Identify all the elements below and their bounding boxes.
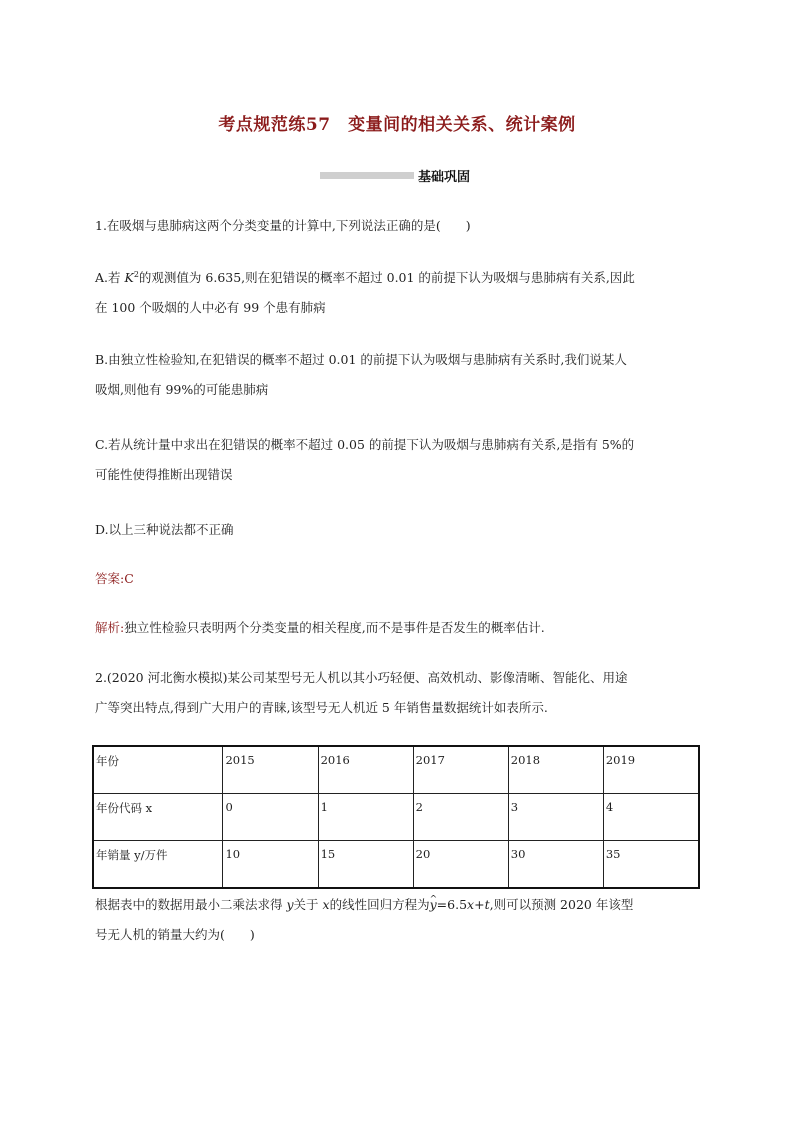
section-bar <box>320 172 414 179</box>
table-cell: 2019 <box>603 746 699 794</box>
q2-line2: 广等突出特点,得到广大用户的青睐,该型号无人机近 5 年销售量数据统计如表所示. <box>95 700 548 715</box>
q1-option-a <box>95 260 705 323</box>
q2-eq-yhat: ^ y <box>430 897 437 912</box>
q1-option-c <box>95 430 705 490</box>
table-row <box>93 746 699 794</box>
table-cell: 2015 <box>223 746 318 794</box>
q1-option-d: D.以上三种说法都不正确 <box>95 522 234 537</box>
table-cell: 年销量 y/万件 <box>93 841 223 889</box>
q2-eq: =6.5 <box>436 897 468 912</box>
q1-analysis <box>95 613 705 643</box>
q1-a-k: K <box>124 270 134 286</box>
table-cell: 年份 <box>93 746 223 794</box>
table-cell: 20 <box>413 841 508 889</box>
table-cell: 2018 <box>508 746 603 794</box>
table-row <box>93 841 699 889</box>
q1-option-b <box>95 345 705 405</box>
q2-after-mid: 关于 <box>293 897 323 912</box>
q2-intro <box>95 663 705 723</box>
table-cell: 3 <box>508 794 603 841</box>
q2-after-mid2: 的线性回归方程为 <box>329 897 430 912</box>
table-cell: 15 <box>318 841 413 889</box>
analysis-label: 解析: <box>95 620 125 635</box>
q1-stem: 1.在吸烟与患肺病这两个分类变量的计算中,下列说法正确的是( ) <box>95 218 471 233</box>
table-cell: 年份代码 x <box>93 794 223 841</box>
q1-a-rest2: 在 100 个吸烟的人中必有 99 个患有肺病 <box>95 300 326 316</box>
page-title: 考点规范练57 变量间的相关关系、统计案例 <box>218 115 576 135</box>
q2-line-last: 号无人机的销量大约为( ) <box>95 927 255 942</box>
table-row <box>93 794 699 841</box>
q1-a-sup: 2 <box>133 270 139 279</box>
q2-regression-text <box>95 890 705 950</box>
q1-b-line2: 吸烟,则他有 99%的可能患肺病 <box>95 382 269 397</box>
table-cell: 35 <box>603 841 699 889</box>
q2-eq-t: +t <box>474 897 490 912</box>
q2-after-y: y <box>286 897 294 912</box>
table-cell: 2 <box>413 794 508 841</box>
q1-answer: 答案:C <box>95 571 134 586</box>
table-cell: 4 <box>603 794 699 841</box>
q2-after-rest: ,则可以预测 2020 年该型 <box>489 897 634 912</box>
q1-a-rest1: 的观测值为 6.635,则在犯错误的概率不超过 0.01 的前提下认为吸烟与患肺病有关系,因此 <box>138 270 635 286</box>
q1-b-line1: B.由独立性检验知,在犯错误的概率不超过 0.01 的前提下认为吸烟与患肺病有关系时,我们说某人 <box>95 352 627 367</box>
q2-eq-x: x <box>467 897 475 912</box>
q1-c-line2: 可能性使得推断出现错误 <box>95 467 233 482</box>
q2-after-x: x <box>322 897 330 912</box>
table-cell: 0 <box>223 794 318 841</box>
sales-table <box>92 745 700 889</box>
table-cell: 2017 <box>413 746 508 794</box>
table-cell: 1 <box>318 794 413 841</box>
table-cell: 10 <box>223 841 318 889</box>
section-header <box>320 165 470 185</box>
q2-after-pre: 根据表中的数据用最小二乘法求得 <box>95 897 287 912</box>
table-cell: 2016 <box>318 746 413 794</box>
q1-c-line1: C.若从统计量中求出在犯错误的概率不超过 0.05 的前提下认为吸烟与患肺病有关系,是指有 5%的 <box>95 437 635 452</box>
section-label: 基础巩固 <box>418 169 471 185</box>
q2-line1: 2.(2020 河北衡水模拟)某公司某型号无人机以其小巧轻便、高效机动、影像清晰、智能化、用途 <box>95 670 628 685</box>
table-cell: 30 <box>508 841 603 889</box>
analysis-text: 独立性检验只表明两个分类变量的相关程度,而不是事件是否发生的概率估计. <box>124 620 545 635</box>
q1-a-prefix: A.若 <box>95 270 125 286</box>
